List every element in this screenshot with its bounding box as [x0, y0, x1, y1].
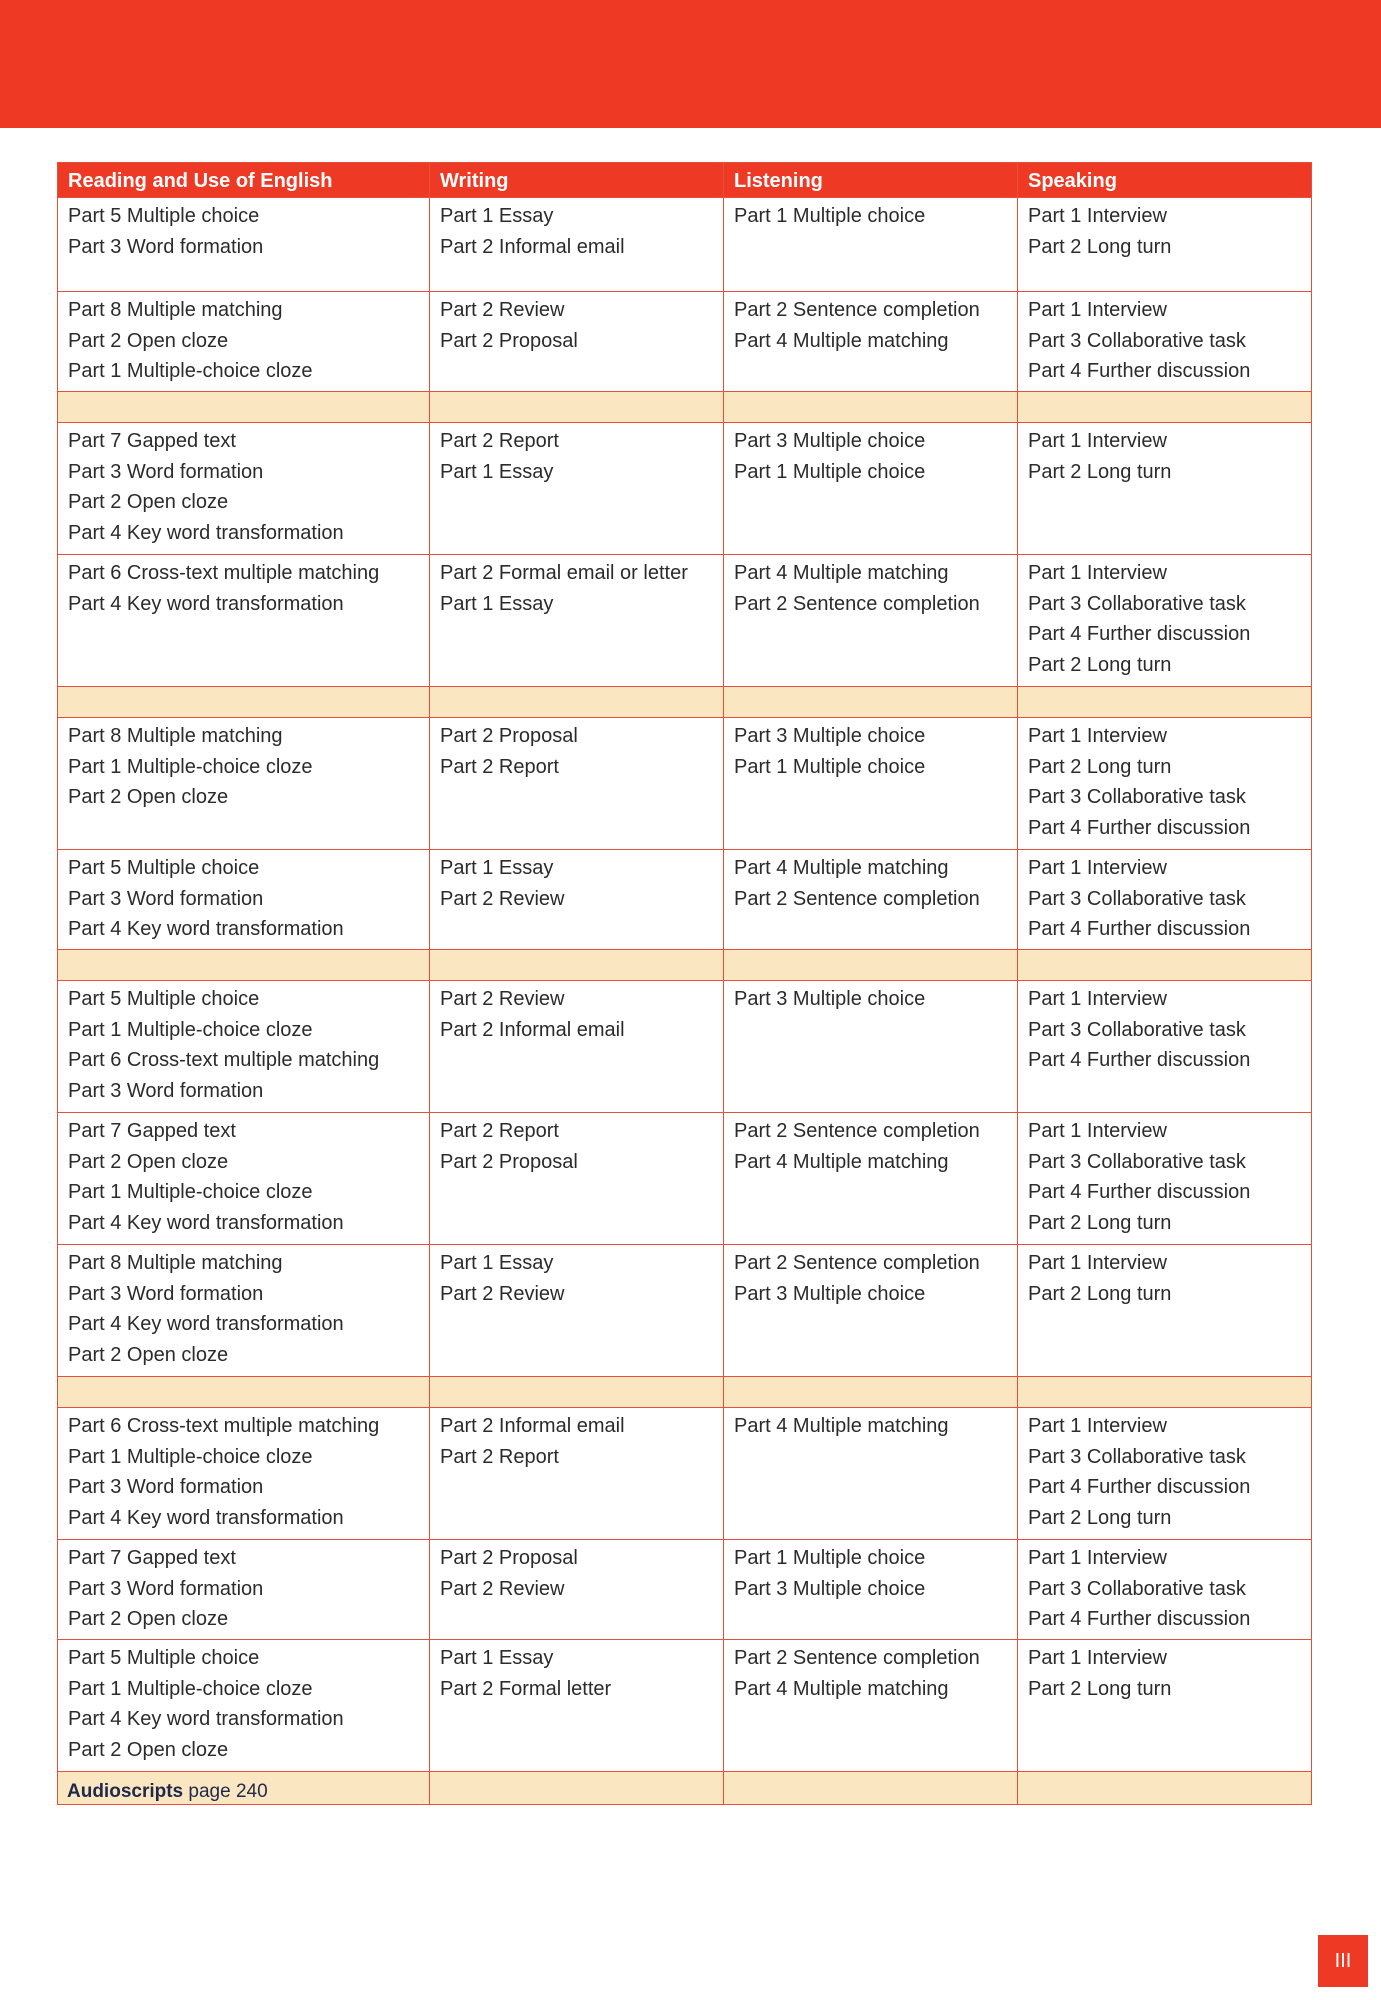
table-row: [58, 1245, 1312, 1377]
task-item: Part 2 Proposal: [440, 329, 578, 352]
task-item: Part 3 Word formation: [68, 1079, 264, 1102]
task-item: Part 2 Long turn: [1028, 235, 1172, 258]
task-item: Part 1 Interview: [1028, 299, 1167, 321]
listening-cell: [724, 1540, 1018, 1640]
task-item: Part 2 Proposal: [440, 1547, 578, 1569]
task-item: Part 4 Further discussion: [1028, 623, 1251, 645]
speaking-cell: [1018, 1113, 1312, 1245]
task-item: Part 4 Key word transformation: [68, 521, 344, 544]
unit-separator-cell: [430, 1772, 724, 1805]
reading-cell: [58, 1540, 430, 1640]
task-item: Part 2 Long turn: [1028, 1211, 1172, 1234]
task-item: Part 1 Multiple choice: [734, 460, 926, 483]
task-item: Part 4 Multiple matching: [734, 1150, 949, 1173]
listening-cell: [724, 1408, 1018, 1540]
writing-cell: [430, 718, 724, 850]
writing-cell: [430, 1113, 724, 1245]
speaking-cell: [1018, 981, 1312, 1113]
task-item: Part 2 Open cloze: [68, 1150, 229, 1173]
task-item: Part 1 Interview: [1028, 1547, 1167, 1569]
writing-cell: [430, 1640, 724, 1772]
task-item: Part 2 Review: [440, 887, 565, 910]
task-item: Part 7 Gapped text: [68, 430, 236, 452]
task-item: Part 3 Collaborative task: [1028, 786, 1246, 808]
unit-separator-cell: [430, 392, 724, 423]
task-item: Part 3 Word formation: [68, 1282, 264, 1305]
task-item: Part 4 Further discussion: [1028, 918, 1251, 940]
task-item: Part 6 Cross-text multiple matching: [68, 1415, 380, 1437]
task-item: Part 4 Further discussion: [1028, 1476, 1251, 1498]
table-row: [58, 555, 1312, 687]
unit-separator-cell: [430, 687, 724, 718]
unit-separator-cell: [430, 1377, 724, 1408]
listening-cell: [724, 1113, 1018, 1245]
task-item: Part 3 Multiple choice: [734, 988, 926, 1010]
task-item: Part 7 Gapped text: [68, 1547, 236, 1569]
listening-cell: [724, 292, 1018, 392]
task-item: Part 4 Multiple matching: [734, 562, 949, 584]
task-item: Part 2 Informal email: [440, 1415, 625, 1437]
task-item: Part 5 Multiple choice: [68, 1647, 260, 1669]
unit-separator-row: [58, 687, 1312, 718]
task-item: Part 1 Multiple-choice cloze: [68, 360, 313, 382]
task-item: Part 3 Multiple choice: [734, 1577, 926, 1600]
task-item: Part 1 Interview: [1028, 1252, 1167, 1274]
unit-separator-cell: [1018, 1377, 1312, 1408]
task-item: Part 3 Collaborative task: [1028, 1445, 1246, 1468]
task-item: Part 3 Word formation: [68, 460, 264, 483]
reading-cell: [58, 1640, 430, 1772]
task-item: Part 1 Multiple-choice cloze: [68, 1445, 313, 1468]
reading-cell: [58, 850, 430, 950]
task-item: Part 7 Gapped text: [68, 1120, 236, 1142]
task-item: Part 2 Report: [440, 1445, 559, 1468]
task-item: Part 2 Informal email: [440, 1018, 625, 1041]
task-item: Part 2 Review: [440, 299, 565, 321]
task-item: Part 3 Collaborative task: [1028, 329, 1246, 352]
top-banner: [0, 0, 1381, 128]
writing-cell: [430, 198, 724, 292]
task-item: Part 8 Multiple matching: [68, 1252, 283, 1274]
listening-cell: [724, 850, 1018, 950]
task-item: Part 1 Multiple-choice cloze: [68, 755, 313, 778]
unit-separator-cell: [58, 950, 430, 981]
reading-cell: [58, 423, 430, 555]
task-item: Part 1 Interview: [1028, 205, 1167, 227]
listening-cell: [724, 1640, 1018, 1772]
writing-cell: [430, 1408, 724, 1540]
task-item: Part 2 Long turn: [1028, 460, 1172, 483]
task-item: Part 2 Review: [440, 1282, 565, 1305]
exam-parts-table: [57, 162, 1312, 1805]
speaking-cell: [1018, 1408, 1312, 1540]
task-item: Part 2 Review: [440, 1577, 565, 1600]
task-item: Part 2 Sentence completion: [734, 592, 980, 615]
task-item: Part 4 Multiple matching: [734, 1677, 949, 1700]
task-item: Part 2 Report: [440, 755, 559, 778]
unit-separator-cell: [724, 1377, 1018, 1408]
speaking-cell: [1018, 555, 1312, 687]
task-item: Part 1 Interview: [1028, 725, 1167, 747]
reading-cell: [58, 1408, 430, 1540]
task-item: Part 2 Sentence completion: [734, 299, 980, 321]
task-item: Part 4 Multiple matching: [734, 857, 949, 879]
unit-separator-cell: [58, 392, 430, 423]
task-item: Part 2 Sentence completion: [734, 887, 980, 910]
task-item: Part 3 Collaborative task: [1028, 887, 1246, 910]
task-item: Part 2 Long turn: [1028, 755, 1172, 778]
task-item: Part 5 Multiple choice: [68, 205, 260, 227]
task-item: Part 3 Word formation: [68, 235, 264, 258]
reading-cell: [58, 292, 430, 392]
task-item: Part 1 Interview: [1028, 562, 1167, 584]
task-item: Part 4 Multiple matching: [734, 1415, 949, 1437]
table-row: [58, 1540, 1312, 1640]
task-item: Part 1 Multiple choice: [734, 755, 926, 778]
task-item: Part 6 Cross-text multiple matching: [68, 562, 380, 584]
task-item: Part 2 Informal email: [440, 235, 625, 258]
task-item: Part 2 Review: [440, 988, 565, 1010]
header-row: [58, 163, 1312, 198]
task-item: Part 1 Interview: [1028, 1120, 1167, 1142]
table-row: [58, 1408, 1312, 1540]
task-item: Part 4 Key word transformation: [68, 918, 344, 940]
listening-cell: [724, 1245, 1018, 1377]
task-item: Part 2 Formal letter: [440, 1677, 612, 1700]
listening-cell: [724, 555, 1018, 687]
speaking-cell: [1018, 1640, 1312, 1772]
task-item: Part 2 Sentence completion: [734, 1252, 980, 1274]
task-item: Part 4 Multiple matching: [734, 329, 949, 352]
speaking-cell: [1018, 1245, 1312, 1377]
task-item: Part 1 Essay: [440, 592, 554, 615]
speaking-cell: [1018, 1540, 1312, 1640]
unit-separator-cell: [724, 950, 1018, 981]
task-item: Part 2 Long turn: [1028, 1282, 1172, 1305]
task-item: Part 1 Essay: [440, 460, 554, 483]
writing-cell: [430, 292, 724, 392]
writing-cell: [430, 423, 724, 555]
task-item: Part 2 Proposal: [440, 1150, 578, 1173]
unit-separator-cell: [58, 687, 430, 718]
task-item: Part 3 Word formation: [68, 1476, 264, 1498]
reading-cell: [58, 718, 430, 850]
task-item: Part 2 Long turn: [1028, 653, 1172, 676]
reading-cell: [58, 198, 430, 292]
task-item: Part 2 Open cloze: [68, 1608, 229, 1630]
page-number-tab: III: [1318, 1935, 1368, 1987]
unit-separator-cell: [1018, 392, 1312, 423]
task-item: Part 4 Further discussion: [1028, 1608, 1251, 1630]
task-item: Part 2 Open cloze: [68, 1343, 229, 1366]
task-item: Part 4 Further discussion: [1028, 360, 1251, 382]
speaking-cell: [1018, 198, 1312, 292]
table-row: [58, 1640, 1312, 1772]
reading-cell: [58, 981, 430, 1113]
audioscripts-reference: [67, 1781, 268, 1803]
task-item: Part 4 Further discussion: [1028, 816, 1251, 839]
task-item: Part 1 Multiple-choice cloze: [68, 1677, 313, 1700]
task-item: Part 4 Further discussion: [1028, 1049, 1251, 1071]
table-row: [58, 292, 1312, 392]
task-item: Part 1 Interview: [1028, 988, 1167, 1010]
task-item: Part 2 Open cloze: [68, 1738, 229, 1761]
listening-cell: [724, 423, 1018, 555]
writing-cell: [430, 1245, 724, 1377]
writing-cell: [430, 850, 724, 950]
unit-separator-cell: [1018, 1772, 1312, 1805]
task-item: Part 2 Formal email or letter: [440, 562, 688, 584]
reading-cell: [58, 1245, 430, 1377]
task-item: Part 3 Collaborative task: [1028, 1018, 1246, 1041]
speaking-cell: [1018, 292, 1312, 392]
task-item: Part 3 Collaborative task: [1028, 1150, 1246, 1173]
table-row: [58, 423, 1312, 555]
task-item: Part 3 Word formation: [68, 887, 264, 910]
task-item: Part 3 Collaborative task: [1028, 592, 1246, 615]
task-item: Part 1 Multiple-choice cloze: [68, 1018, 313, 1041]
task-item: Part 4 Further discussion: [1028, 1181, 1251, 1203]
task-item: Part 1 Interview: [1028, 1415, 1167, 1437]
task-item: Part 2 Open cloze: [68, 329, 229, 352]
task-item: Part 1 Interview: [1028, 430, 1167, 452]
reading-cell: [58, 555, 430, 687]
unit-separator-cell: [724, 1772, 1018, 1805]
writing-cell: [430, 1540, 724, 1640]
task-item: Part 6 Cross-text multiple matching: [68, 1049, 380, 1071]
table-row: [58, 981, 1312, 1113]
task-item: Part 3 Collaborative task: [1028, 1577, 1246, 1600]
unit-separator-cell: [1018, 950, 1312, 981]
header-reading: Reading and Use of English: [58, 163, 430, 198]
listening-cell: [724, 718, 1018, 850]
unit-separator-cell: [1018, 687, 1312, 718]
task-item: Part 2 Proposal: [440, 725, 578, 747]
unit-separator-row: [58, 950, 1312, 981]
task-item: Part 4 Key word transformation: [68, 1506, 344, 1529]
speaking-cell: [1018, 850, 1312, 950]
task-item: Part 1 Essay: [440, 857, 554, 879]
audioscripts-page: page 240: [183, 1781, 268, 1802]
task-item: Part 2 Open cloze: [68, 491, 229, 513]
task-item: Part 8 Multiple matching: [68, 725, 283, 747]
task-item: Part 1 Interview: [1028, 857, 1167, 879]
task-item: Part 1 Multiple choice: [734, 1547, 926, 1569]
task-item: Part 1 Essay: [440, 1647, 554, 1669]
task-item: Part 2 Sentence completion: [734, 1647, 980, 1669]
unit-separator-cell: [58, 1377, 430, 1408]
table-row: [58, 198, 1312, 292]
task-item: Part 2 Report: [440, 1120, 559, 1142]
task-item: Part 1 Essay: [440, 1252, 554, 1274]
unit-separator-row: [58, 392, 1312, 423]
task-item: Part 2 Report: [440, 430, 559, 452]
listening-cell: [724, 981, 1018, 1113]
unit-separator-cell: [430, 950, 724, 981]
task-item: Part 1 Interview: [1028, 1647, 1167, 1669]
audioscripts-label: Audioscripts: [67, 1781, 184, 1802]
task-item: Part 3 Multiple choice: [734, 430, 926, 452]
table-row: [58, 718, 1312, 850]
table-row: [58, 1113, 1312, 1245]
unit-separator-cell: [724, 687, 1018, 718]
task-item: Part 2 Open cloze: [68, 786, 229, 808]
header-writing: Writing: [430, 163, 724, 198]
task-item: Part 3 Multiple choice: [734, 725, 926, 747]
speaking-cell: [1018, 423, 1312, 555]
writing-cell: [430, 981, 724, 1113]
task-item: Part 5 Multiple choice: [68, 857, 260, 879]
table-row: [58, 850, 1312, 950]
task-item: Part 4 Key word transformation: [68, 1708, 344, 1730]
task-item: Part 2 Sentence completion: [734, 1120, 980, 1142]
table-body: [58, 198, 1312, 1805]
task-item: Part 8 Multiple matching: [68, 299, 283, 321]
task-item: Part 3 Word formation: [68, 1577, 264, 1600]
writing-cell: [430, 555, 724, 687]
task-item: Part 2 Long turn: [1028, 1677, 1172, 1700]
task-item: Part 5 Multiple choice: [68, 988, 260, 1010]
task-item: Part 2 Long turn: [1028, 1506, 1172, 1529]
speaking-cell: [1018, 718, 1312, 850]
task-item: Part 1 Essay: [440, 205, 554, 227]
task-item: Part 1 Multiple-choice cloze: [68, 1181, 313, 1203]
task-item: Part 1 Multiple choice: [734, 205, 926, 227]
header-listening: Listening: [724, 163, 1018, 198]
task-item: Part 4 Key word transformation: [68, 1211, 344, 1234]
task-item: Part 4 Key word transformation: [68, 592, 344, 615]
task-item: Part 3 Multiple choice: [734, 1282, 926, 1305]
unit-separator-cell: [724, 392, 1018, 423]
reading-cell: [58, 1113, 430, 1245]
listening-cell: [724, 198, 1018, 292]
task-item: Part 4 Key word transformation: [68, 1313, 344, 1335]
unit-separator-row: [58, 1377, 1312, 1408]
header-speaking: Speaking: [1018, 163, 1312, 198]
